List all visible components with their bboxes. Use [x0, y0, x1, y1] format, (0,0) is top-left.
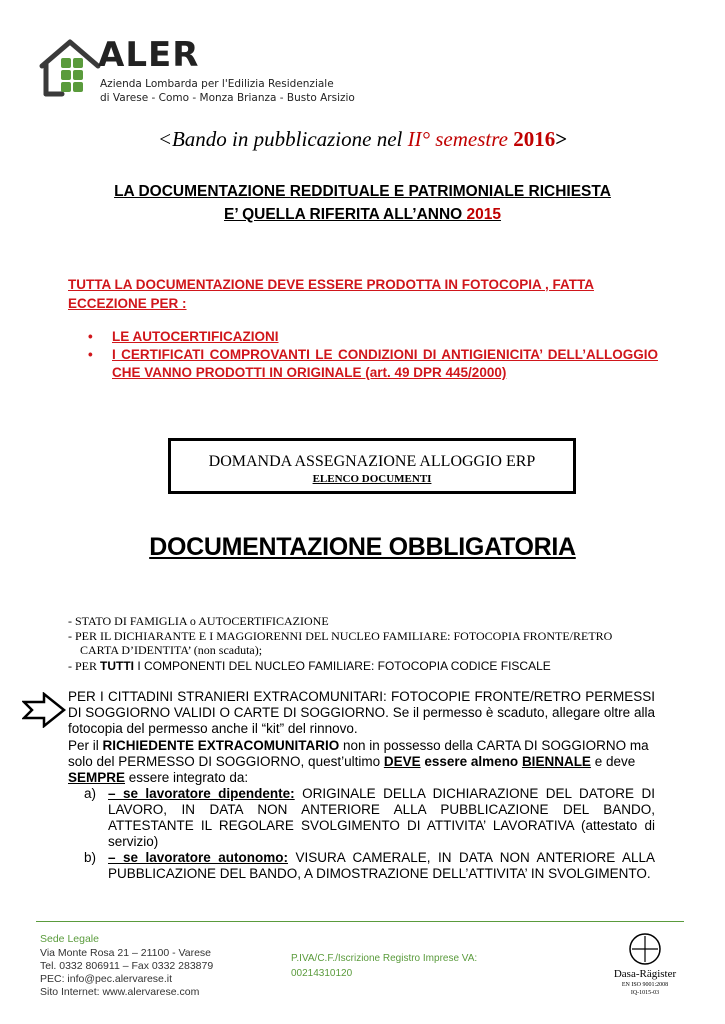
application-box-subtitle: ELENCO DOCUMENTI — [312, 473, 432, 485]
bando-prefix: <Bando in pubblicazione nel — [157, 127, 408, 151]
exception-item — [88, 346, 658, 382]
non-eu-applicant-paragraph — [68, 738, 655, 786]
application-box — [168, 438, 576, 494]
item-b-letter: b) — [84, 850, 97, 865]
pointing-arrow-icon — [22, 692, 66, 728]
bullet-icon: • — [88, 347, 93, 362]
p2-b: RICHIEDENTE EXTRACOMUNITARIO — [102, 738, 340, 753]
foreigners-paragraph: PER I CITTADINI STRANIERI EXTRACOMUNITARI: FOTOCOPIE FRONTE/RETRO PERMESSI DI SOGGIORNO VALIDI O CARTE DI SOGGIORNO. Se il permesso è scaduto, allegare oltre alla fotocopia del permesso anche il “kit” del rinnovo. — [68, 689, 655, 736]
bando-heading — [0, 127, 725, 152]
p2-a: Per il — [68, 738, 103, 753]
footer-address: Via Monte Rosa 21 – 21100 - Varese — [40, 947, 212, 959]
item-b-title: – se lavoratore autonomo: — [108, 850, 288, 865]
title-line2-year: 2015 — [466, 206, 502, 223]
item-b-text: VISURA CAMERALE, IN DATA NON ANTERIORE ALLA PUBBLICAZIONE DEL BANDO, A DIMOSTRAZIONE DELL’ATTIVITA’ IN SVOLGIMENTO. — [108, 850, 655, 881]
logo-subtitle-1: Azienda Lombarda per l'Edilizia Residenziale — [100, 78, 334, 90]
documentation-year-title-2 — [0, 206, 725, 224]
exception-list — [88, 328, 658, 382]
footer-phone: Tel. 0332 806911 – Fax 0332 283879 — [40, 960, 214, 972]
photocopy-note-line1: TUTTA LA DOCUMENTAZIONE DEVE ESSERE PRODOTTA IN FOTOCOPIA , FATTA — [68, 277, 594, 292]
documentation-year-title-1: LA DOCUMENTAZIONE REDDITUALE E PATRIMONIALE RICHIESTA — [114, 183, 611, 200]
title-line2-prefix: E’ QUELLA RIFERITA ALL’ANNO — [223, 206, 467, 223]
photocopy-note-line2: ECCEZIONE PER : — [68, 296, 187, 311]
footer-pec: PEC: info@pec.alervarese.it — [40, 973, 173, 985]
aler-logo-house-icon — [36, 36, 104, 98]
list3-bold: TUTTI — [100, 659, 135, 673]
certification-iso: EN ISO 9001:2008 — [621, 982, 669, 988]
footer-website: Sito Internet: www.alervarese.com — [40, 986, 200, 998]
p2-f: BIENNALE — [521, 754, 591, 769]
doc-list-item-family: - STATO DI FAMIGLIA o AUTOCERTIFICAZIONE — [68, 614, 329, 628]
bando-year: 2016 — [513, 127, 556, 151]
p2-h: SEMPRE — [68, 770, 126, 785]
certification-name: Dasa-Rägister — [613, 968, 677, 980]
exception-item — [88, 328, 658, 346]
employee-requirement — [84, 786, 655, 850]
footer-sede-title: Sede Legale — [40, 933, 99, 945]
exception-text: I CERTIFICATI COMPROVANTI LE CONDIZIONI DI ANTIGIENICITA’ DELL’ALLOGGIO CHE VANNO PRODOTTI IN ORIGINALE (art. 49 DPR 445/2000) — [112, 347, 658, 380]
item-a-title: – se lavoratore dipendente: — [108, 786, 295, 801]
p2-d: DEVE — [383, 754, 421, 769]
mandatory-docs-title: DOCUMENTAZIONE OBBLIGATORIA — [149, 533, 576, 561]
p2-e: essere almeno — [420, 754, 522, 769]
list3-rest: I COMPONENTI DEL NUCLEO FAMILIARE: FOTOCOPIA CODICE FISCALE — [134, 659, 551, 673]
doc-list-item-fiscal — [68, 659, 551, 673]
logo-name: ALER — [98, 35, 200, 75]
p2-g: e deve — [590, 754, 636, 769]
application-box-title: DOMANDA ASSEGNAZIONE ALLOGGIO ERP — [208, 453, 536, 470]
item-a-letter: a) — [84, 786, 97, 801]
footer-divider — [36, 921, 684, 922]
p2-c: non in possesso della CARTA DI SOGGIORNO ma solo del PERMESSO DI SOGGIORNO, quest’ultimo — [68, 738, 649, 769]
bando-suffix: > — [555, 127, 568, 151]
certification-code: IQ-1015-03 — [630, 990, 660, 996]
p2-i: essere integrato da: — [125, 770, 249, 785]
doc-list-item-id-cont: CARTA D’IDENTITA’ (non scaduta); — [80, 643, 263, 657]
bando-semester: II° semestre — [407, 127, 508, 151]
doc-list-item-id: - PER IL DICHIARANTE E I MAGGIORENNI DEL NUCLEO FAMILIARE: FOTOCOPIA FRONTE/RETRO — [68, 629, 613, 643]
footer-vat-value: 00214310120 — [291, 968, 353, 979]
item-a-text: ORIGINALE DELLA DICHIARAZIONE DEL DATORE DI LAVORO, IN DATA NON ANTERIORE ALLA PUBBLICAZIONE DEL BANDO, ATTESTANTE IL REGOLARE SVOLGIMENTO DI ATTIVITA’ LAVORATIVA (attestato di servizio) — [108, 786, 655, 849]
self-employed-requirement — [84, 850, 655, 882]
exception-text: LE AUTOCERTIFICAZIONI — [112, 329, 279, 344]
bullet-icon: • — [88, 329, 93, 344]
logo-subtitle-2: di Varese - Como - Monza Brianza - Busto Arsizio — [100, 92, 355, 104]
footer-vat-label: P.IVA/C.F./Iscrizione Registro Imprese VA: — [291, 953, 478, 964]
certification-seal-icon — [628, 932, 662, 966]
list3-prefix: - PER — [68, 659, 101, 673]
